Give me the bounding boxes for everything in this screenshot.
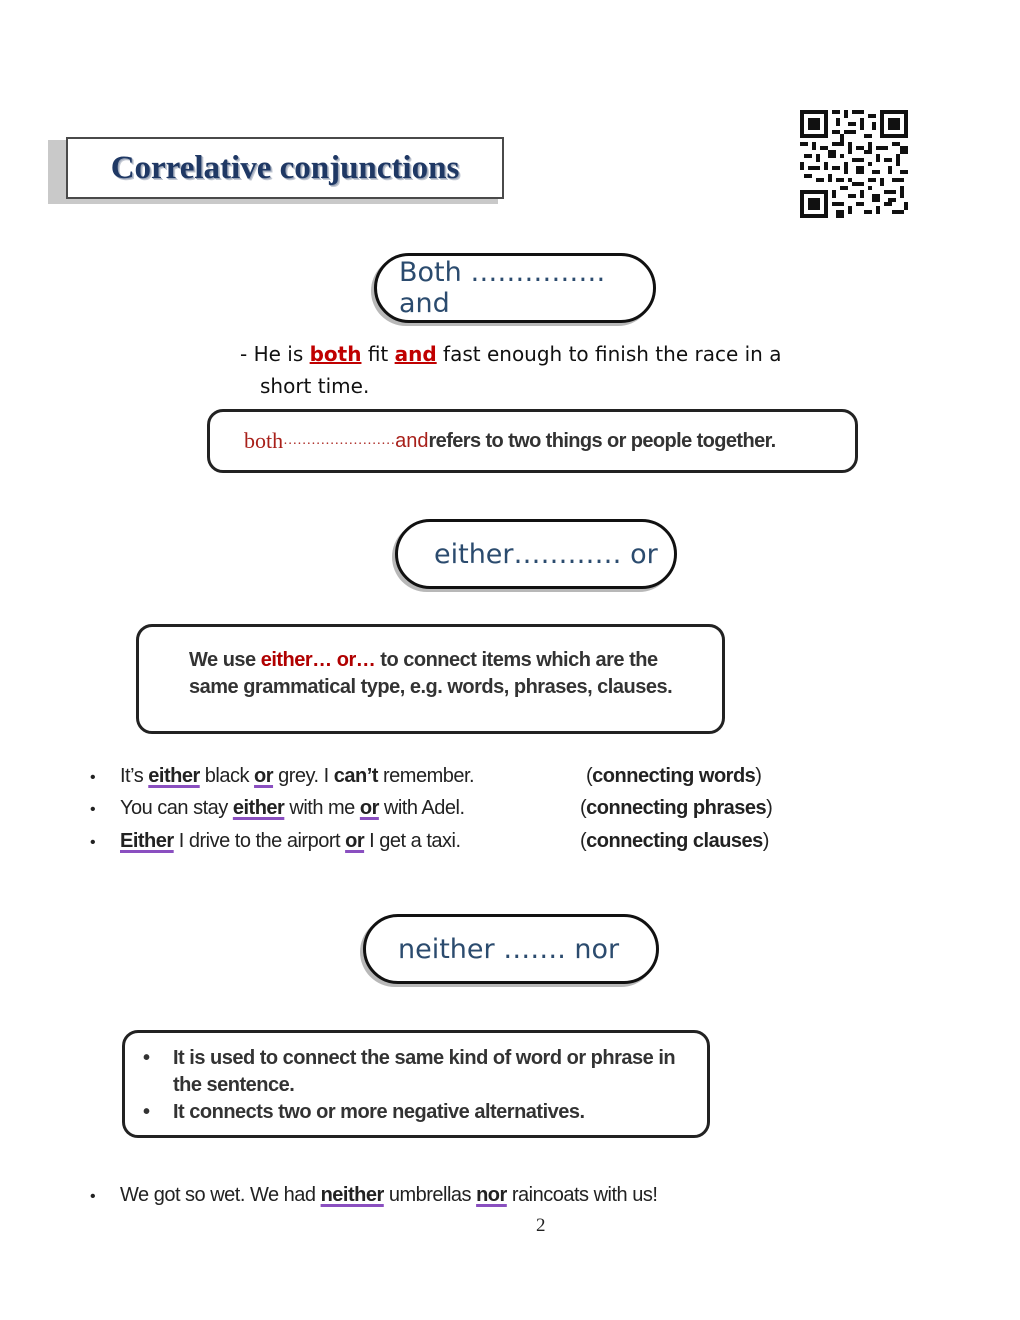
example-text: It’s [120, 765, 149, 787]
sentence-text: - He is [240, 342, 310, 366]
neither-example [90, 1184, 657, 1207]
example-text: can’t [333, 765, 378, 787]
neither-note-text: It connects two or more negative alternatives. [173, 1101, 585, 1123]
example-tag: connecting clauses [586, 830, 763, 852]
paren: ) [762, 830, 769, 852]
neither-note-text: It is used to connect the same kind of word or phrase in the sentence. [173, 1047, 676, 1096]
paren: ) [755, 765, 762, 787]
neither-note-box [122, 1030, 710, 1138]
note-dots: …………………… [283, 433, 396, 448]
note-text: We use [189, 649, 261, 671]
keyword-either: either [232, 797, 285, 819]
note-term-either-or: either… or… [260, 649, 376, 671]
example-text: grey. I [273, 765, 334, 787]
example-text: with me [284, 797, 360, 819]
page-title: Correlative conjunctions [110, 149, 460, 186]
bullet: • [90, 801, 96, 818]
example-text: with Adel. [378, 797, 465, 819]
either-example-1 [90, 765, 474, 788]
either-example-3-tag [580, 830, 769, 853]
pill-both-and [374, 253, 656, 323]
neither-note-item [143, 1045, 707, 1099]
sentence-text: fast enough to finish the race in a [436, 342, 782, 366]
page-number: 2 [536, 1215, 546, 1236]
paren: ( [586, 765, 593, 787]
example-text: I get a taxi. [364, 830, 461, 852]
note-term-both: both [244, 428, 284, 453]
both-example-sentence [240, 338, 860, 402]
keyword-either: Either [120, 830, 174, 852]
example-text: black [199, 765, 255, 787]
bullet: • [90, 834, 96, 851]
pill-neither-nor [363, 914, 659, 984]
pill-either-or [395, 519, 677, 589]
note-term-and: and [395, 429, 429, 452]
example-text: We got so wet. We had [120, 1184, 321, 1206]
keyword-or: or [254, 765, 274, 787]
bullet: • [143, 1047, 150, 1069]
sentence-text: short time. [260, 374, 370, 398]
pill-neither-nor-label: neither ……. nor [398, 933, 620, 965]
note-description: refers to two things or people together. [428, 429, 776, 452]
paren: ( [580, 797, 587, 819]
both-note-box [207, 409, 858, 473]
bullet: • [90, 769, 96, 786]
either-note-line1 [189, 647, 722, 674]
either-note-box [136, 624, 725, 734]
paren: ( [580, 830, 587, 852]
keyword-neither: neither [320, 1184, 384, 1206]
either-example-2-tag [580, 797, 772, 820]
either-example-3 [90, 830, 461, 853]
example-tag: connecting words [592, 765, 756, 787]
either-example-1-tag [586, 765, 761, 788]
keyword-both: both [309, 342, 362, 366]
title-box [66, 137, 504, 199]
keyword-nor: nor [476, 1184, 507, 1206]
keyword-or: or [345, 830, 365, 852]
either-note-line2: same grammatical type, e.g. words, phrases, clauses. [189, 676, 673, 698]
paren: ) [766, 797, 773, 819]
example-text: I drive to the airport [173, 830, 346, 852]
bullet: • [90, 1188, 96, 1205]
example-tag: connecting phrases [586, 797, 767, 819]
example-text: umbrellas [383, 1184, 477, 1206]
keyword-or: or [359, 797, 379, 819]
keyword-either: either [148, 765, 200, 787]
sentence-text: fit [361, 342, 395, 366]
example-text: remember. [377, 765, 475, 787]
bullet: • [143, 1101, 150, 1123]
note-text: to connect items which are the [375, 649, 658, 671]
neither-note-item [143, 1099, 707, 1126]
example-text: You can stay [120, 797, 233, 819]
qr-code-icon [800, 110, 908, 218]
either-example-2 [90, 797, 465, 820]
example-text: raincoats with us! [506, 1184, 658, 1206]
pill-either-or-label: either………… or [434, 538, 658, 570]
keyword-and: and [394, 342, 437, 366]
pill-both-and-label: Both ……………and [399, 257, 606, 319]
